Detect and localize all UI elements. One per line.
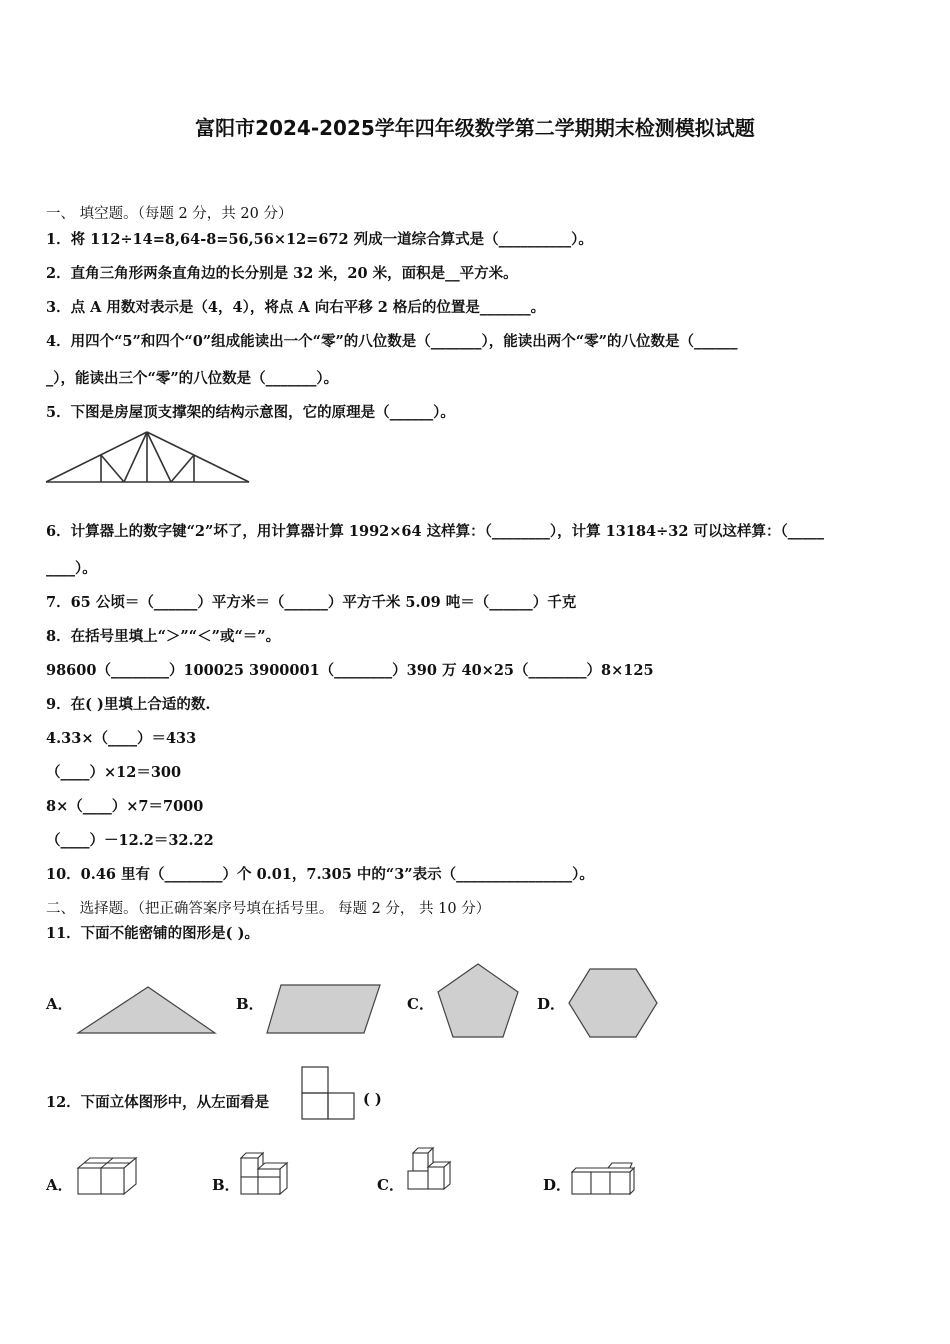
question-5: 5．下图是房屋顶支撑架的结构示意图，它的原理是（______）。 <box>46 404 455 421</box>
question-12: 12．下面立体图形中，从左面看是 <box>46 1094 270 1111</box>
question-9-item-3: 8×（____）×7＝7000 <box>46 798 204 815</box>
question-6-line-1: 6．计算器上的数字键“2”坏了，用计算器计算 1992×64 这样算：（________），计算 13184÷32 可以这样算：（_____ <box>46 523 825 540</box>
question-10: 10．0.46 里有（________）个 0.01，7.305 中的“3”表示（________________）。 <box>46 866 594 883</box>
question-8-comparisons: 98600（________）100025 3900001（________）390 万 40×25（________）8×125 <box>46 662 654 679</box>
q11-option-c-label: C． <box>407 995 434 1013</box>
q12-option-d-label: D． <box>543 1176 572 1194</box>
q11-option-d-label: D． <box>537 995 566 1013</box>
q12-option-d-cubes <box>570 1160 638 1198</box>
question-9-item-4: （____）－12.2＝32.22 <box>46 832 214 849</box>
section-2-heading: 二、 选择题。（把正确答案序号填在括号里。 每题 2 分， 共 10 分） <box>46 901 491 917</box>
page-title: 富阳市2024-2025学年四年级数学第二学期期末检测模拟试题 <box>195 116 755 140</box>
question-4-line-1: 4．用四个“5”和四个“0”组成能读出一个“零”的八位数是（_______），能读出两个“零”的八位数是（______ <box>46 333 738 350</box>
question-12-answer: ( ) <box>363 1091 382 1108</box>
q12-left-view-figure <box>301 1066 357 1120</box>
q12-option-b-label: B． <box>212 1176 240 1194</box>
question-7: 7．65 公顷＝（______）平方米＝（______）平方千米 5.09 吨＝（______）千克 <box>46 594 577 611</box>
question-4-line-2: _），能读出三个“零”的八位数是（_______）。 <box>46 370 339 387</box>
q12-option-c-label: C． <box>377 1176 404 1194</box>
q11-option-c-pentagon <box>435 962 521 1040</box>
q11-option-b-parallelogram <box>265 982 383 1036</box>
section-1-heading: 一、 填空题。（每题 2 分，共 20 分） <box>46 206 293 222</box>
question-8: 8．在括号里填上“＞”“＜”或“＝”。 <box>46 628 281 645</box>
question-9: 9．在( )里填上合适的数. <box>46 696 211 713</box>
question-9-item-2: （____）×12＝300 <box>46 764 182 781</box>
q11-option-a-label: A． <box>46 995 73 1013</box>
q11-option-a-triangle <box>76 984 218 1036</box>
question-11: 11．下面不能密铺的图形是( )。 <box>46 925 259 942</box>
q11-option-b-label: B． <box>236 995 264 1013</box>
question-9-item-1: 4.33×（____）＝433 <box>46 730 197 747</box>
q12-option-a-label: A． <box>46 1176 73 1194</box>
question-3: 3．点 A 用数对表示是（4，4），将点 A 向右平移 2 格后的位置是_______。 <box>46 299 546 316</box>
q11-option-d-hexagon <box>566 966 660 1040</box>
question-6-line-2: ____）。 <box>46 560 97 577</box>
roof-truss-figure <box>44 430 252 488</box>
question-1: 1．将 112÷14=8,64-8=56,56×12=672 列成一道综合算式是（__________）。 <box>46 231 593 248</box>
q12-option-b-cubes <box>238 1150 290 1198</box>
question-2: 2．直角三角形两条直角边的长分别是 32 米，20 米，面积是__平方米。 <box>46 265 518 282</box>
q12-option-a-cubes <box>76 1150 140 1196</box>
q12-option-c-cubes <box>404 1146 454 1196</box>
